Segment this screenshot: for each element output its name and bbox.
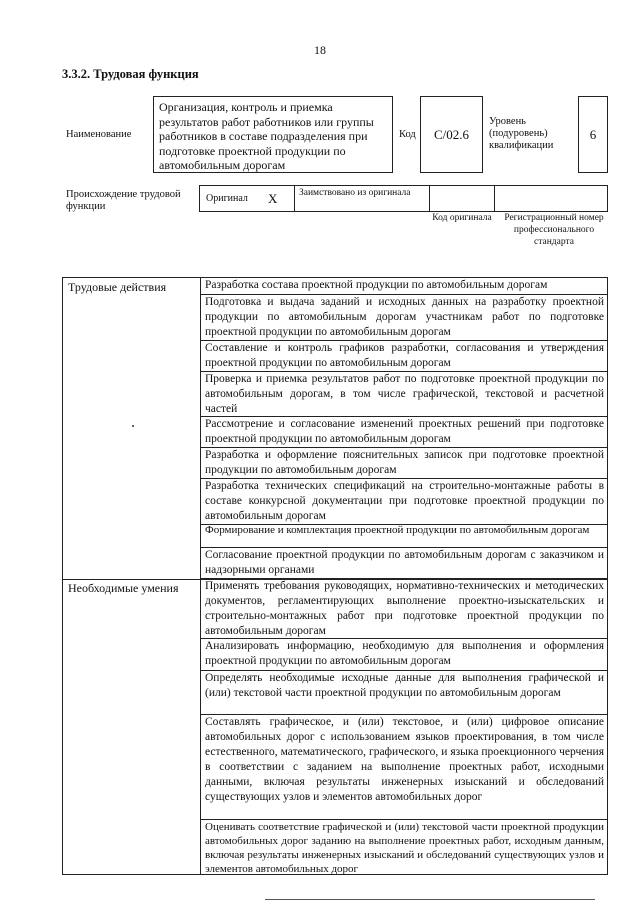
- skill-row: Применять требования руководящих, нормативно-технических и методических документов, регламентирующих выполнение проектно-изыскательских и строительно-монтажных работ при подготовке проектной продукции по автомобильным дорогам: [201, 579, 608, 639]
- name-label: Наименование: [66, 129, 132, 140]
- labor-action-row: Подготовка и выдача заданий и исходных данных на разработку проектной продукции по автомобильным дорогам участникам работ по подготовке проектной продукции по автомобильным дорогам: [201, 295, 608, 341]
- reg-number-caption: Регистрационный номер профессионального стандарта: [504, 213, 604, 247]
- original-label: Оригинал: [206, 193, 248, 204]
- section-title: 3.3.2. Трудовая функция: [62, 67, 199, 81]
- origin-borrowed-cell: [295, 186, 430, 211]
- level-value: 6: [578, 96, 608, 173]
- code-label: Код: [399, 129, 416, 140]
- label-column: [63, 278, 201, 874]
- origin-label: Происхождение трудовой функции: [66, 189, 181, 212]
- origin-original-cell: [200, 186, 295, 211]
- labor-action-row: Составление и контроль графиков разработки, согласования и утверждения проектной продукции по автомобильным дорогам: [201, 341, 608, 372]
- labor-action-row: Формирование и комплектация проектной продукции по автомобильным дорогам: [201, 525, 608, 548]
- labor-action-row: Разработка технических спецификаций на строительно-монтажные работы в составе конкурсной документации при подготовке проектной продукции по автомобильным дорогам: [201, 479, 608, 525]
- labor-action-row: Рассмотрение и согласование изменений проектных решений при подготовке проектной продукции по автомобильным дорогам: [201, 417, 608, 448]
- labor-actions-label: Трудовые действия: [68, 280, 167, 294]
- borrowed-label: Заимствовано из оригинала: [299, 188, 411, 198]
- labor-action-row: Разработка и оформление пояснительных записок при подготовке проектной продукции по автомобильным дорогам: [201, 448, 608, 479]
- skill-row: Составлять графическое, и (или) текстовое, и (или) цифровое описание автомобильных дорог с использованием языков проектирования, в том числе естественного, математического, графического, и языка проекционного черчения в соответствии с заданием на выполнение проектных работ, исходными данными, включая результаты инженерных изысканий и обследований существующих узлов и элементов автомобильных дорог: [201, 715, 608, 820]
- origin-code-cell: [430, 186, 495, 211]
- main-table: [62, 277, 608, 875]
- code-original-caption: Код оригинала: [432, 213, 492, 223]
- origin-table: [199, 185, 608, 212]
- function-code-value: C/02.6: [420, 96, 483, 173]
- skill-row: Определять необходимые исходные данные для выполнения графической и (или) текстовой части проектной продукции по автомобильным дорогам: [201, 671, 608, 715]
- original-mark: X: [268, 191, 278, 206]
- stray-dot: [132, 425, 134, 427]
- labor-action-row: Разработка состава проектной продукции по автомобильным дорогам: [201, 278, 608, 295]
- level-label: Уровень (подуровень) квалификации: [489, 116, 554, 151]
- origin-reg-cell: [495, 186, 609, 211]
- labor-action-row: Согласование проектной продукции по автомобильным дорогам с заказчиком и надзорными органами: [201, 548, 608, 579]
- page-number: 18: [314, 43, 326, 57]
- function-name-value: Организация, контроль и приемка результатов работ работников или группы работников в составе подразделения при подготовке проектной продукции по автомобильным дорогам: [153, 96, 393, 173]
- skill-row: Анализировать информацию, необходимую для выполнения и оформления проектной продукции по автомобильным дорогам: [201, 639, 608, 671]
- bottom-scan-line: [265, 899, 595, 900]
- skills-label: Необходимые умения: [68, 581, 179, 595]
- labor-action-row: Проверка и приемка результатов работ по подготовке проектной продукции по автомобильным дорогам, в том числе графической, текстовой и расчетной частей: [201, 372, 608, 417]
- skill-row: Оценивать соответствие графической и (или) текстовой части проектной продукции автомобильных дорог заданию на выполнение проектных работ, исходным данным, включая результаты инженерных изысканий и обследований существующих узлов и элементов автомобильных дорог: [205, 821, 604, 875]
